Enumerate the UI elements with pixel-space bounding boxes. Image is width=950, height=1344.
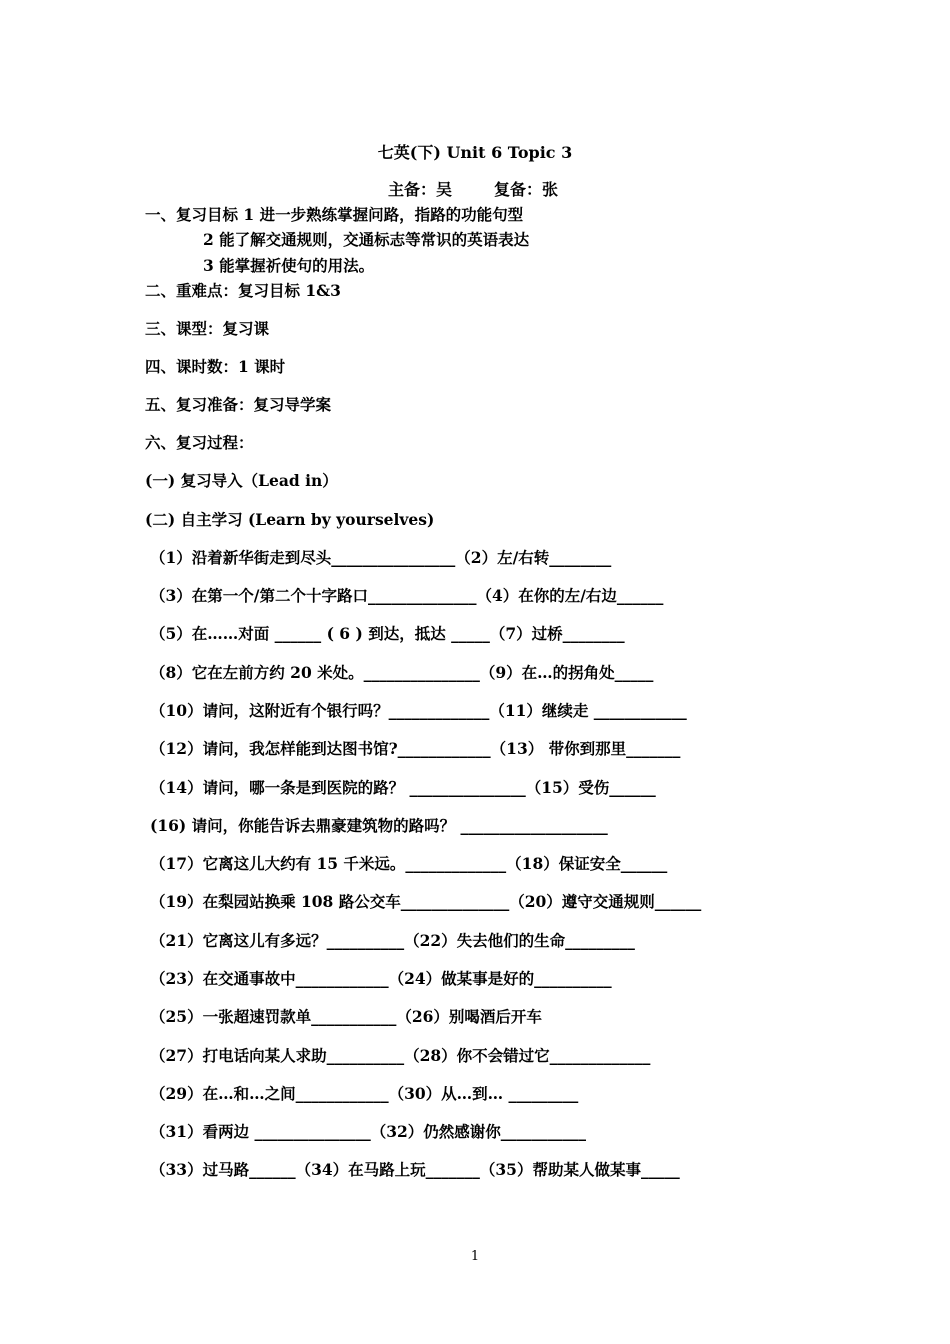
preparer-line <box>388 177 558 200</box>
preparer: 主备：吴 <box>388 180 453 199</box>
exercise-line: （17）它离这儿大约有 15 千米远。_____________（18）保证安全______ <box>150 854 668 873</box>
exercise-line: （12）请问，我怎样能到达图书馆?____________（13） 带你到那里_______ <box>150 739 681 758</box>
preparation: 五、复习准备：复习导学案 <box>145 395 332 414</box>
exercise-line: （1）沿着新华街走到尽头________________（2）左/右转________ <box>150 548 612 567</box>
page-number: 1 <box>470 1249 480 1264</box>
exercise-line: （31）看两边 _______________（32）仍然感谢你___________ <box>150 1122 587 1141</box>
exercise-line: （14）请问，哪一条是到医院的路？ _______________（15）受伤______ <box>150 778 656 797</box>
lesson-hours: 四、课时数：1 课时 <box>145 357 286 376</box>
goals-line-2: 2 能了解交通规则，交通标志等常识的英语表达 <box>203 230 530 249</box>
exercise-line: （25）一张超速罚款单___________（26）别喝酒后开车 <box>150 1007 542 1026</box>
exercise-line: （3）在第一个/第二个十字路口______________（4）在你的左/右边______ <box>150 586 664 605</box>
page-title: 七英(下) Unit 6 Topic 3 <box>377 143 573 162</box>
exercise-line: （29）在…和…之间____________（30）从…到… _________ <box>150 1084 579 1103</box>
reviewer: 复备：张 <box>494 180 559 199</box>
exercise-line: （21）它离这儿有多远？__________（22）失去他们的生命_________ <box>150 931 635 950</box>
key-points: 二、重难点：复习目标 1&3 <box>145 281 341 300</box>
lesson-type: 三、课型：复习课 <box>145 319 270 338</box>
process-heading: 六、复习过程： <box>145 433 254 452</box>
exercise-line: (16) 请问，你能告诉去鼎豪建筑物的路吗？ ___________________ <box>150 816 608 835</box>
goals-line-3: 3 能掌握祈使句的用法。 <box>203 256 375 275</box>
lead-in-heading: (一) 复习导入（Lead in） <box>145 471 338 490</box>
self-study-heading: (二) 自主学习 (Learn by yourselves) <box>145 510 435 529</box>
exercise-line: （33）过马路______（34）在马路上玩_______（35）帮助某人做某事_____ <box>150 1160 680 1179</box>
exercise-line: （27）打电话向某人求助__________（28）你不会错过它_____________ <box>150 1046 651 1065</box>
exercise-line: （10）请问，这附近有个银行吗？_____________（11）继续走 ____________ <box>150 701 687 720</box>
exercise-line: （19）在梨园站换乘 108 路公交车______________（20）遵守交通规则______ <box>150 892 702 911</box>
exercise-line: （8）它在左前方约 20 米处。_______________（9）在…的拐角处_____ <box>150 663 654 682</box>
goals-line-1: 一、复习目标 1 进一步熟练掌握问路，指路的功能句型 <box>145 205 524 224</box>
exercise-line: （23）在交通事故中____________（24）做某事是好的__________ <box>150 969 612 988</box>
exercise-line: （5）在……对面 ______ ( 6 ) 到达，抵达 _____（7）过桥________ <box>150 624 625 643</box>
